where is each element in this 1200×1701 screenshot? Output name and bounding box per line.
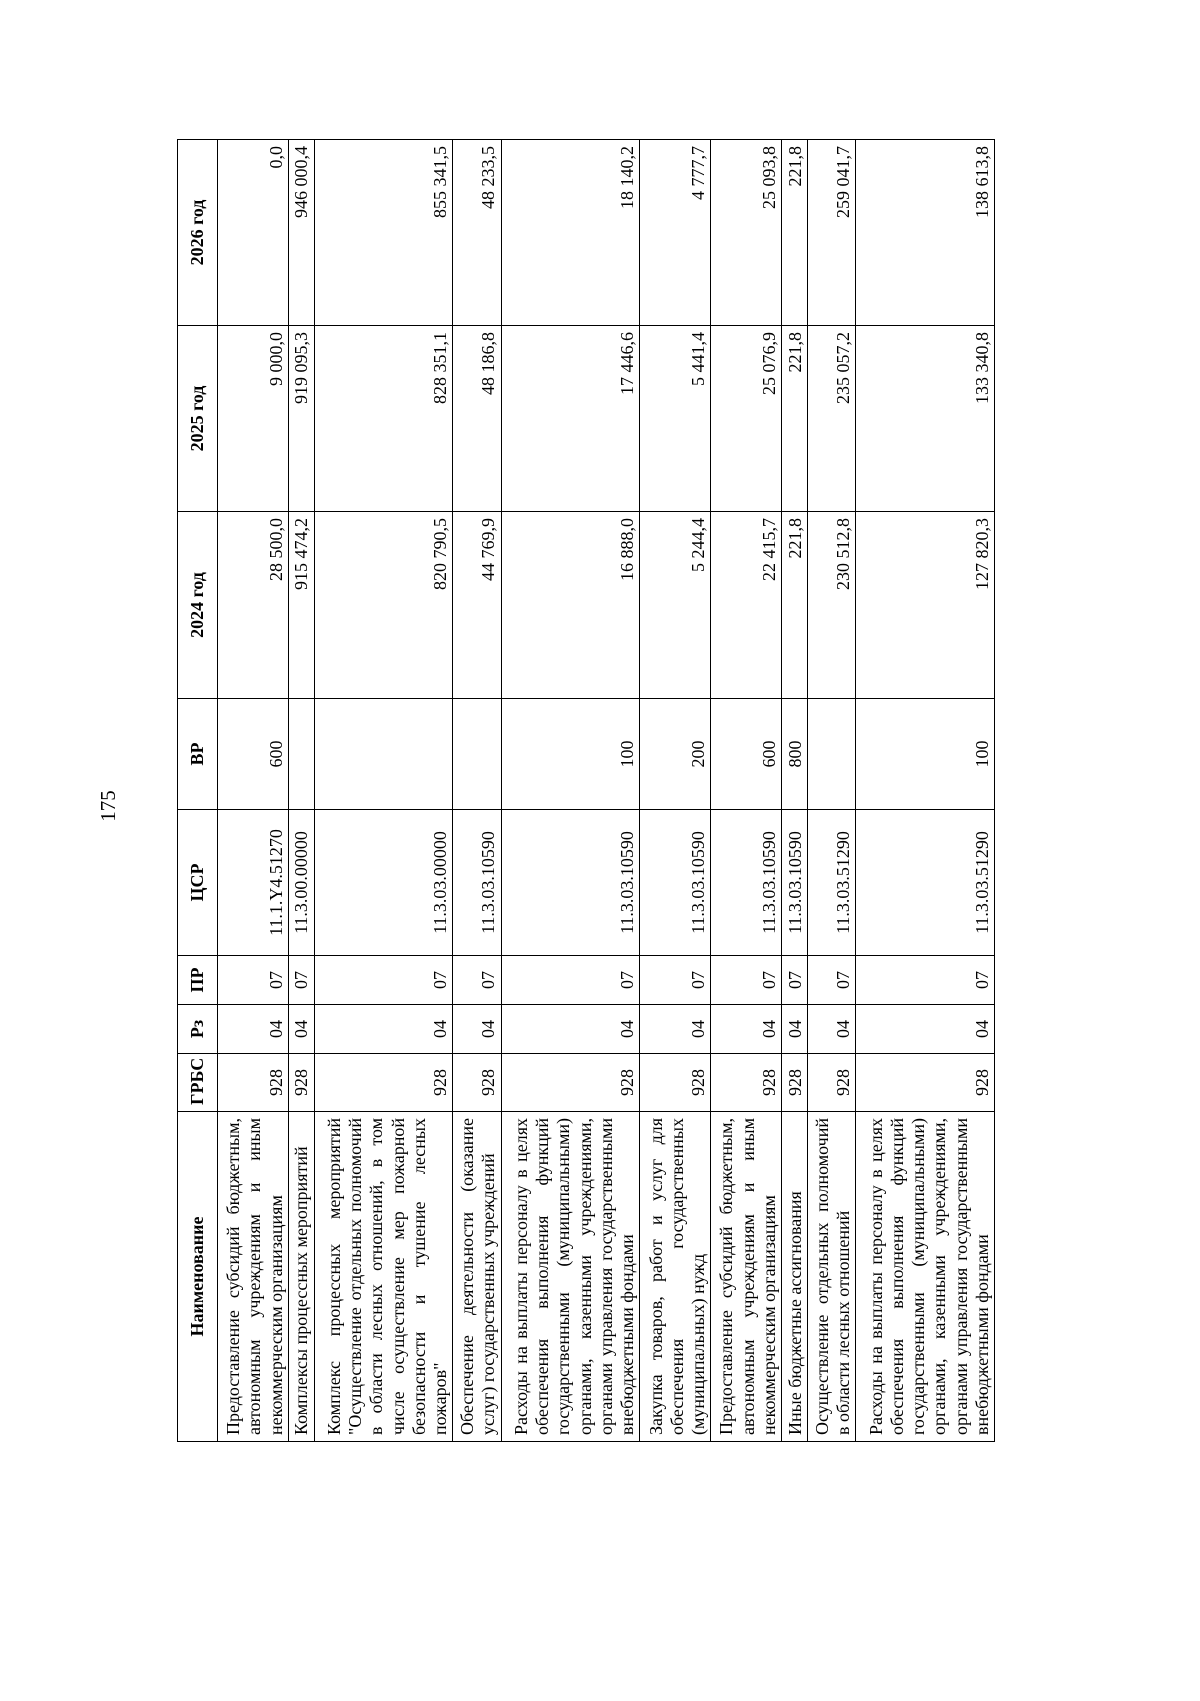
table-row	[288, 140, 314, 1442]
table-row	[711, 140, 782, 1442]
col-header-2025: 2025 год	[178, 326, 218, 512]
row-grbs: 928	[856, 1054, 995, 1112]
row-name: Осуществление отдельных полномочий в области лесных отношений	[807, 1112, 855, 1442]
row-2024: 127 820,3	[856, 512, 995, 699]
row-2025: 828 351,1	[314, 326, 453, 512]
row-2025: 9 000,0	[218, 326, 289, 512]
row-2026: 18 140,2	[501, 140, 640, 326]
row-2024: 221,8	[782, 512, 808, 699]
table-row	[218, 140, 289, 1442]
table-row	[501, 140, 640, 1442]
rotated-table-wrapper	[177, 140, 995, 1442]
row-2026: 221,8	[782, 140, 808, 326]
col-header-2026: 2026 год	[178, 140, 218, 326]
row-name: Расходы на выплаты персоналу в целях обеспечения выполнения функций государственными (муниципальными) органами, казенными учреждениями, органами управления государственными внебюджетными фондами	[501, 1112, 640, 1442]
col-header-grbs: ГРБС	[178, 1054, 218, 1112]
row-vr: 100	[856, 699, 995, 810]
table-row	[640, 140, 711, 1442]
row-grbs: 928	[782, 1054, 808, 1112]
row-2026: 259 041,7	[807, 140, 855, 326]
row-rz: 04	[807, 1005, 855, 1054]
row-vr: 100	[501, 699, 640, 810]
row-grbs: 928	[453, 1054, 501, 1112]
row-csr: 11.3.00.00000	[288, 810, 314, 956]
row-csr: 11.3.03.10590	[640, 810, 711, 956]
row-2025: 133 340,8	[856, 326, 995, 512]
row-csr: 11.3.03.10590	[453, 810, 501, 956]
row-pr: 07	[807, 956, 855, 1005]
row-rz: 04	[501, 1005, 640, 1054]
row-2024: 28 500,0	[218, 512, 289, 699]
table-row	[807, 140, 855, 1442]
row-csr: 11.3.03.00000	[314, 810, 453, 956]
budget-table	[177, 139, 995, 1442]
row-2025: 48 186,8	[453, 326, 501, 512]
row-rz: 04	[314, 1005, 453, 1054]
row-grbs: 928	[288, 1054, 314, 1112]
table-row	[314, 140, 453, 1442]
row-name: Предоставление субсидий бюджетным, автономным учреждениям и иным некоммерческим организациям	[218, 1112, 289, 1442]
row-pr: 07	[856, 956, 995, 1005]
row-name: Предоставление субсидий бюджетным, автономным учреждениям и иным некоммерческим организациям	[711, 1112, 782, 1442]
row-2024: 230 512,8	[807, 512, 855, 699]
table-row	[856, 140, 995, 1442]
row-2024: 22 415,7	[711, 512, 782, 699]
row-2024: 44 769,9	[453, 512, 501, 699]
row-vr: 600	[711, 699, 782, 810]
row-pr: 07	[218, 956, 289, 1005]
row-csr: 11.3.03.51290	[856, 810, 995, 956]
row-csr: 11.3.03.10590	[501, 810, 640, 956]
row-2026: 138 613,8	[856, 140, 995, 326]
row-name: Обеспечение деятельности (оказание услуг) государственных учреждений	[453, 1112, 501, 1442]
row-vr: 600	[218, 699, 289, 810]
row-csr: 11.3.03.51290	[807, 810, 855, 956]
row-rz: 04	[856, 1005, 995, 1054]
row-2024: 16 888,0	[501, 512, 640, 699]
page-number: 175	[96, 790, 120, 822]
col-header-vr: ВР	[178, 699, 218, 810]
row-2025: 25 076,9	[711, 326, 782, 512]
row-pr: 07	[640, 956, 711, 1005]
row-rz: 04	[782, 1005, 808, 1054]
row-2026: 4 777,7	[640, 140, 711, 326]
row-grbs: 928	[314, 1054, 453, 1112]
col-header-pr: ПР	[178, 956, 218, 1005]
row-pr: 07	[782, 956, 808, 1005]
row-vr	[453, 699, 501, 810]
row-2026: 48 233,5	[453, 140, 501, 326]
col-header-csr: ЦСР	[178, 810, 218, 956]
row-vr	[314, 699, 453, 810]
row-grbs: 928	[218, 1054, 289, 1112]
row-2025: 235 057,2	[807, 326, 855, 512]
row-pr: 07	[453, 956, 501, 1005]
row-csr: 11.1.Y4.51270	[218, 810, 289, 956]
row-rz: 04	[218, 1005, 289, 1054]
row-2026: 25 093,8	[711, 140, 782, 326]
table-row	[782, 140, 808, 1442]
row-vr: 800	[782, 699, 808, 810]
col-header-2024: 2024 год	[178, 512, 218, 699]
row-pr: 07	[314, 956, 453, 1005]
row-2024: 915 474,2	[288, 512, 314, 699]
row-2025: 919 095,3	[288, 326, 314, 512]
row-pr: 07	[501, 956, 640, 1005]
row-grbs: 928	[640, 1054, 711, 1112]
row-2026: 946 000,4	[288, 140, 314, 326]
header-row	[178, 140, 218, 1442]
row-2025: 5 441,4	[640, 326, 711, 512]
row-rz: 04	[288, 1005, 314, 1054]
row-grbs: 928	[711, 1054, 782, 1112]
row-name: Комплекс процессных мероприятий "Осуществление отдельных полномочий в области лесных отношений, в том числе осуществление мер пожарной безопасности и тушение лесных пожаров"	[314, 1112, 453, 1442]
row-name: Иные бюджетные ассигнования	[782, 1112, 808, 1442]
row-grbs: 928	[501, 1054, 640, 1112]
row-2026: 0,0	[218, 140, 289, 326]
row-vr: 200	[640, 699, 711, 810]
row-vr	[288, 699, 314, 810]
row-csr: 11.3.03.10590	[782, 810, 808, 956]
row-name: Комплексы процессных мероприятий	[288, 1112, 314, 1442]
row-name: Закупка товаров, работ и услуг для обеспечения государственных (муниципальных) нужд	[640, 1112, 711, 1442]
col-header-rz: Рз	[178, 1005, 218, 1054]
row-rz: 04	[640, 1005, 711, 1054]
col-header-name: Наименование	[178, 1112, 218, 1442]
row-rz: 04	[711, 1005, 782, 1054]
row-vr	[807, 699, 855, 810]
row-2026: 855 341,5	[314, 140, 453, 326]
row-name: Расходы на выплаты персоналу в целях обеспечения выполнения функций государственными (муниципальными) органами, казенными учреждениями, органами управления государственными внебюджетными фондами	[856, 1112, 995, 1442]
row-2024: 820 790,5	[314, 512, 453, 699]
table-row	[453, 140, 501, 1442]
row-2025: 17 446,6	[501, 326, 640, 512]
row-pr: 07	[711, 956, 782, 1005]
row-2025: 221,8	[782, 326, 808, 512]
row-pr: 07	[288, 956, 314, 1005]
row-grbs: 928	[807, 1054, 855, 1112]
row-csr: 11.3.03.10590	[711, 810, 782, 956]
row-2024: 5 244,4	[640, 512, 711, 699]
row-rz: 04	[453, 1005, 501, 1054]
